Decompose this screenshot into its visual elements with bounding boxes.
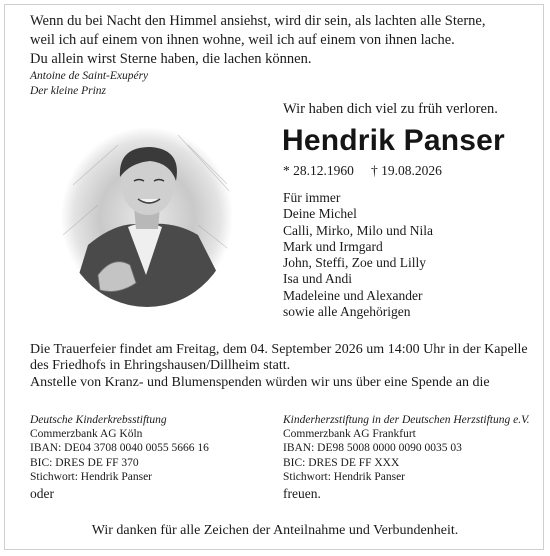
mourner-line: Madeleine und Alexander: [283, 287, 423, 303]
mourner-line: Für immer: [283, 190, 341, 205]
poem-quote: [30, 12, 530, 69]
keyword: Stichwort: Hendrik Panser: [283, 470, 406, 483]
mourner-line: Isa und Andi: [283, 271, 352, 287]
quote-line: Du allein wirst Sterne haben, die lachen können.: [30, 51, 312, 67]
mourner-line: John, Steffi, Zoe und Lilly: [283, 255, 426, 271]
donation-organization: Kinderherzstiftung in der Deutschen Herzstiftung e.V.: [283, 414, 530, 426]
ceremony-line: Die Trauerfeier findet am Freitag, dem 04. September 2026 um 14:00 Uhr in der Kapelle: [30, 342, 528, 357]
bic: BIC: DRES DE FF 370: [30, 456, 139, 469]
quote-work: Der kleine Prinz: [30, 85, 107, 97]
donation-organization: Deutsche Kinderkrebsstiftung: [30, 414, 167, 426]
quote-source: [30, 69, 148, 99]
mourner-line: sowie alle Angehörigen: [283, 304, 411, 320]
birth-date: * 28.12.1960: [283, 163, 354, 178]
deceased-name: Hendrik Panser: [282, 124, 505, 157]
quote-line: Wenn du bei Nacht den Himmel ansiehst, wird dir sein, als lachten alle Sterne,: [30, 13, 486, 29]
donation-account-left: [30, 413, 280, 501]
thanks-line: Wir danken für alle Zeichen der Anteilnahme und Verbundenheit.: [91, 523, 459, 538]
connector-word: oder: [30, 486, 54, 502]
ceremony-line: des Friedhofs in Ehringshausen/Dillheim statt.: [30, 358, 291, 374]
mourner-line: Deine Michel: [283, 206, 357, 222]
death-date: † 19.08.2026: [371, 163, 442, 178]
bank-name: Commerzbank AG Frankfurt: [283, 428, 416, 441]
mourners-list: [283, 190, 433, 320]
ceremony-text: [30, 342, 530, 391]
ceremony-line: Anstelle von Kranz- und Blumenspenden würden wir uns über eine Spende an die: [30, 374, 490, 390]
bic: BIC: DRES DE FF XXX: [283, 456, 400, 469]
quote-author: Antoine de Saint-Exupéry: [30, 70, 149, 82]
intro-line: Wir haben dich viel zu früh verloren.: [283, 101, 498, 117]
iban: IBAN: DE04 3708 0040 0055 5666 16: [30, 442, 209, 455]
iban: IBAN: DE98 5008 0000 0090 0035 03: [283, 442, 462, 455]
bank-name: Commerzbank AG Köln: [30, 428, 143, 441]
mourner-line: Calli, Mirko, Milo und Nila: [283, 222, 433, 238]
keyword: Stichwort: Hendrik Panser: [30, 470, 153, 483]
portrait-photo: [58, 125, 236, 310]
closing-word: freuen.: [283, 486, 321, 502]
donation-account-right: [283, 413, 533, 501]
portrait-sketch-image: [58, 125, 236, 310]
mourner-line: Mark und Irmgard: [283, 238, 383, 254]
quote-line: weil ich auf einem von ihnen wohne, weil ich auf einem von ihnen lache.: [30, 32, 455, 48]
